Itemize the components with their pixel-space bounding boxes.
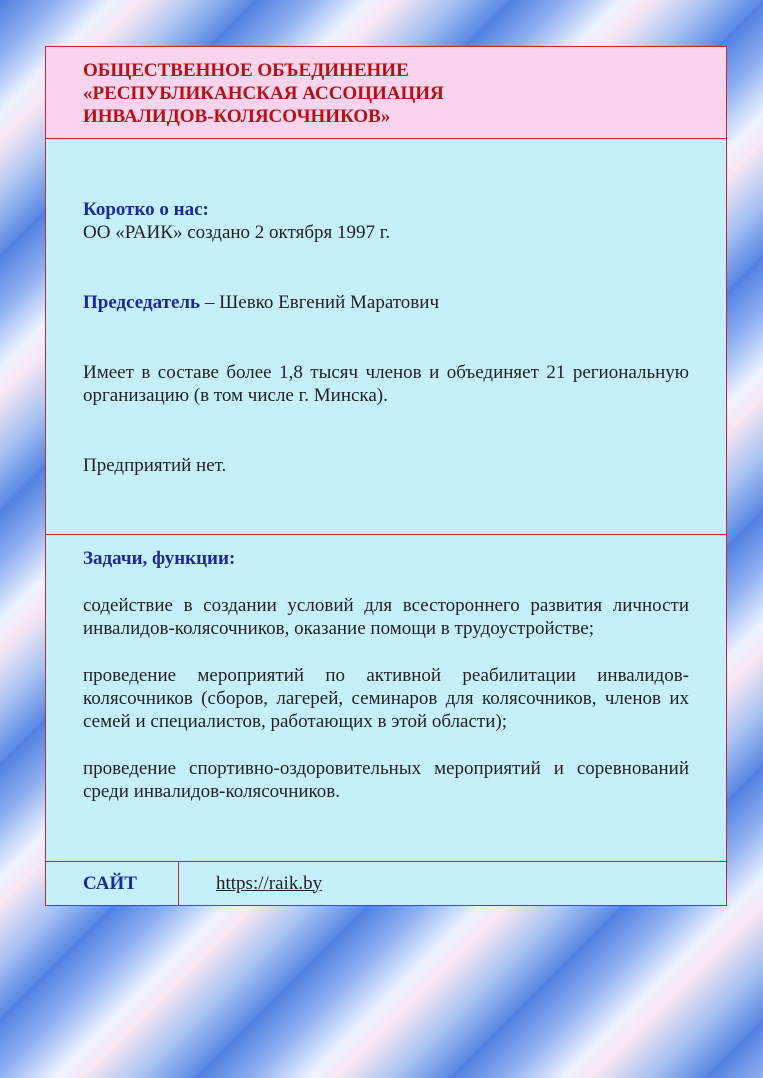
chair-line bbox=[83, 291, 689, 314]
task-item: содействие в создании условий для всестороннего развития личности инвалидов-колясочников, оказание помощи в трудоустройстве; bbox=[83, 595, 689, 639]
task-item: проведение мероприятий по активной реабилитации инвалидов-колясочников (сборов, лагерей, семинаров для колясочников, членов их семей и специалистов, работающих в этой области); bbox=[83, 665, 689, 732]
site-label: САЙТ bbox=[46, 862, 179, 905]
task-item: проведение спортивно-оздоровительных мероприятий и соревнований среди инвалидов-колясочников. bbox=[83, 758, 689, 802]
about-section bbox=[46, 139, 726, 535]
site-row bbox=[46, 862, 726, 905]
org-title-line-3: ИНВАЛИДОВ-КОЛЯСОЧНИКОВ» bbox=[83, 106, 391, 127]
founded-text: ОО «РАИК» создано 2 октября 1997 г. bbox=[83, 222, 391, 243]
tasks-heading: Задачи, функции: bbox=[83, 548, 236, 569]
about-heading: Коротко о нас: bbox=[83, 199, 209, 220]
chair-label: Председатель bbox=[83, 292, 201, 313]
enterprises-text: Предприятий нет. bbox=[83, 455, 227, 476]
tasks-section bbox=[46, 535, 726, 862]
org-title-block bbox=[46, 47, 726, 139]
org-title-line-2: «РЕСПУБЛИКАНСКАЯ АССОЦИАЦИЯ bbox=[83, 83, 444, 104]
organization-card bbox=[45, 46, 727, 906]
site-link[interactable]: https://raik.by bbox=[216, 872, 323, 894]
chair-name: – Шевко Евгений Маратович bbox=[200, 292, 440, 313]
org-title-line-1: ОБЩЕСТВЕННОЕ ОБЪЕДИНЕНИЕ bbox=[83, 60, 409, 81]
members-text: Имеет в составе более 1,8 тысяч членов и объединяет 21 региональную организацию (в том числе г. Минска). bbox=[83, 362, 689, 406]
